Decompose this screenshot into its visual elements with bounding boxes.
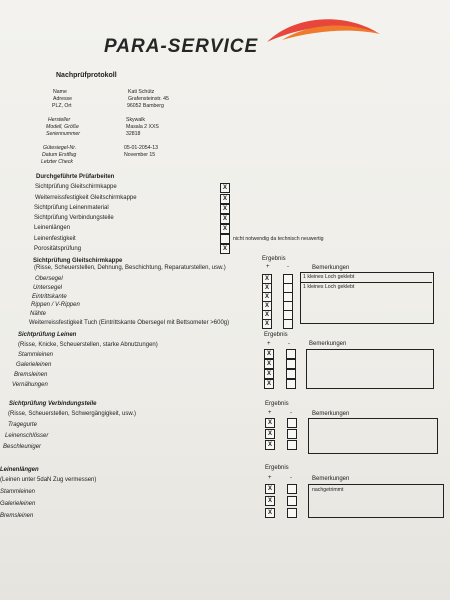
- minus-label: -: [288, 341, 290, 347]
- info-value: 05-01-2054-13: [124, 145, 159, 151]
- info-label: Gütesiegel-Nr.: [43, 145, 77, 151]
- row-label: Beschleuniger: [3, 444, 42, 450]
- check-plus[interactable]: X: [265, 440, 275, 450]
- check-minus[interactable]: [287, 429, 297, 439]
- check-minus[interactable]: [286, 349, 296, 359]
- ergebnis-label: Ergebnis: [265, 465, 289, 471]
- row-label: Galerieleinen: [0, 501, 36, 507]
- plus-label: +: [268, 410, 272, 416]
- work-checkbox[interactable]: X: [220, 183, 230, 193]
- row-label: Eintrittskante: [32, 294, 67, 300]
- check-plus[interactable]: X: [265, 484, 275, 494]
- check-minus[interactable]: [286, 369, 296, 379]
- check-plus[interactable]: X: [264, 359, 274, 369]
- section-subtitle: (Risse, Scheuerstellen, Schwergängigkeit, usw.): [8, 411, 137, 417]
- section-title: Sichtprüfung Verbindungsteile: [9, 401, 97, 407]
- work-item-label: Leinenfestigkeit: [34, 236, 76, 242]
- check-minus[interactable]: [286, 359, 296, 369]
- check-plus[interactable]: X: [264, 369, 274, 379]
- remarks-label: Bemerkungen: [309, 341, 347, 347]
- info-value: Kati Schütz: [128, 89, 155, 95]
- ergebnis-label: Ergebnis: [265, 401, 289, 407]
- minus-label: -: [287, 264, 289, 270]
- plus-label: +: [267, 341, 271, 347]
- work-item-label: Sichtprüfung Verbindungsteile: [34, 215, 114, 221]
- work-note: nicht notwendig da technisch neuwertig: [233, 236, 324, 242]
- work-title: Durchgeführte Prüfarbeiten: [36, 174, 115, 180]
- row-label: Galerieleinen: [16, 362, 52, 368]
- remarks-divider: [300, 282, 432, 283]
- info-value: Masala 2 XXS: [126, 124, 159, 130]
- ergebnis-label: Ergebnis: [262, 256, 286, 262]
- plus-label: +: [268, 475, 272, 481]
- remark-text: 1 kleines Loch geklebt: [303, 284, 355, 290]
- info-value: Grafensteinstr. 45: [128, 96, 169, 102]
- row-label: Vernähungen: [12, 382, 48, 388]
- info-value: Skywalk: [126, 117, 146, 123]
- check-plus[interactable]: X: [262, 274, 272, 284]
- check-plus[interactable]: X: [262, 283, 272, 293]
- work-checkbox[interactable]: X: [220, 204, 230, 214]
- info-label: Seriennummer: [46, 131, 81, 137]
- minus-label: -: [290, 475, 292, 481]
- check-minus[interactable]: [286, 379, 296, 389]
- remarks-box[interactable]: [306, 349, 434, 389]
- row-label: Rippen / V-Rippen: [31, 302, 80, 308]
- check-minus[interactable]: [287, 496, 297, 506]
- info-value: November 15: [124, 152, 156, 158]
- work-item-label: Sichtprüfung Gleitschirmkappe: [35, 184, 117, 190]
- check-plus[interactable]: X: [264, 349, 274, 359]
- work-checkbox[interactable]: [220, 234, 230, 244]
- work-checkbox[interactable]: X: [220, 244, 230, 254]
- work-item-label: Sichtprüfung Leinenmaterial: [34, 205, 109, 211]
- row-label: Bremsleinen: [0, 513, 34, 519]
- info-label: Datum Erstflug: [42, 152, 77, 158]
- info-label: Modell, Größe: [46, 124, 79, 130]
- remarks-label: Bemerkungen: [312, 476, 350, 482]
- check-minus[interactable]: [287, 440, 297, 450]
- remark-text: nachgetrimmt: [312, 487, 344, 493]
- check-plus[interactable]: X: [265, 429, 275, 439]
- work-checkbox[interactable]: X: [220, 224, 230, 234]
- check-plus[interactable]: X: [265, 496, 275, 506]
- check-plus[interactable]: X: [262, 292, 272, 302]
- check-plus[interactable]: X: [265, 418, 275, 428]
- work-item-label: Weiterreissfestigkeit Gleitschirmkappe: [35, 195, 137, 201]
- check-minus[interactable]: [287, 484, 297, 494]
- row-label: Weiterreissfestigkeit Tuch (Eintrittskante Obersegel mit Bettsometer >600g): [29, 320, 230, 326]
- row-label: Leinenschlösser: [5, 433, 49, 439]
- check-plus[interactable]: X: [262, 319, 272, 329]
- section-title: Sichtprüfung Gleitschirmkappe: [33, 258, 123, 264]
- remarks-label: Bemerkungen: [312, 411, 350, 417]
- row-label: Nähte: [30, 311, 47, 317]
- info-label: Adresse: [53, 96, 73, 102]
- check-minus[interactable]: [283, 319, 293, 329]
- row-label: Bremsleinen: [14, 372, 48, 378]
- minus-label: -: [290, 410, 292, 416]
- info-label: Hersteller: [48, 117, 71, 123]
- row-label: Obersegel: [35, 276, 63, 282]
- plus-label: +: [266, 264, 270, 270]
- row-label: Untersegel: [33, 285, 63, 291]
- ergebnis-label: Ergebnis: [264, 332, 288, 338]
- section-title: Leinenlängen: [0, 467, 39, 473]
- info-label: PLZ, Ort: [52, 103, 72, 109]
- row-label: Stammleinen: [0, 489, 36, 495]
- check-plus[interactable]: X: [262, 301, 272, 311]
- remarks-label: Bemerkungen: [312, 265, 350, 271]
- work-checkbox[interactable]: X: [220, 194, 230, 204]
- section-title: Sichtprüfung Leinen: [18, 332, 77, 338]
- remark-text: 1 kleines Loch geklebt: [303, 274, 355, 280]
- logo-text: PARA-SERVICE: [104, 36, 259, 57]
- check-plus[interactable]: X: [265, 508, 275, 518]
- section-subtitle: (Risse, Knicke, Scheuerstellen, starke Abnutzungen): [18, 342, 158, 348]
- section-subtitle: (Leinen unter 5daN Zug vermessen): [0, 477, 97, 483]
- remarks-box[interactable]: [308, 418, 438, 454]
- check-minus[interactable]: [287, 418, 297, 428]
- row-label: Stammleinen: [18, 352, 54, 358]
- info-value: 96052 Bamberg: [127, 103, 164, 109]
- logo-swoosh-icon: [262, 12, 382, 52]
- info-label: Letzter Check: [41, 159, 74, 165]
- check-plus[interactable]: X: [264, 379, 274, 389]
- check-plus[interactable]: X: [262, 310, 272, 320]
- row-label: Tragegurte: [8, 422, 37, 428]
- work-item-label: Porositätsprüfung: [34, 246, 82, 252]
- info-value: 32818: [126, 131, 141, 137]
- work-item-label: Leinenlängen: [34, 225, 71, 231]
- document-title: Nachprüfprotokoll: [56, 72, 117, 79]
- section-subtitle: (Risse, Scheuerstellen, Dehnung, Beschichtung, Reparaturstellen, usw.): [34, 265, 226, 271]
- check-minus[interactable]: [287, 508, 297, 518]
- work-checkbox[interactable]: X: [220, 214, 230, 224]
- info-label: Name: [53, 89, 67, 95]
